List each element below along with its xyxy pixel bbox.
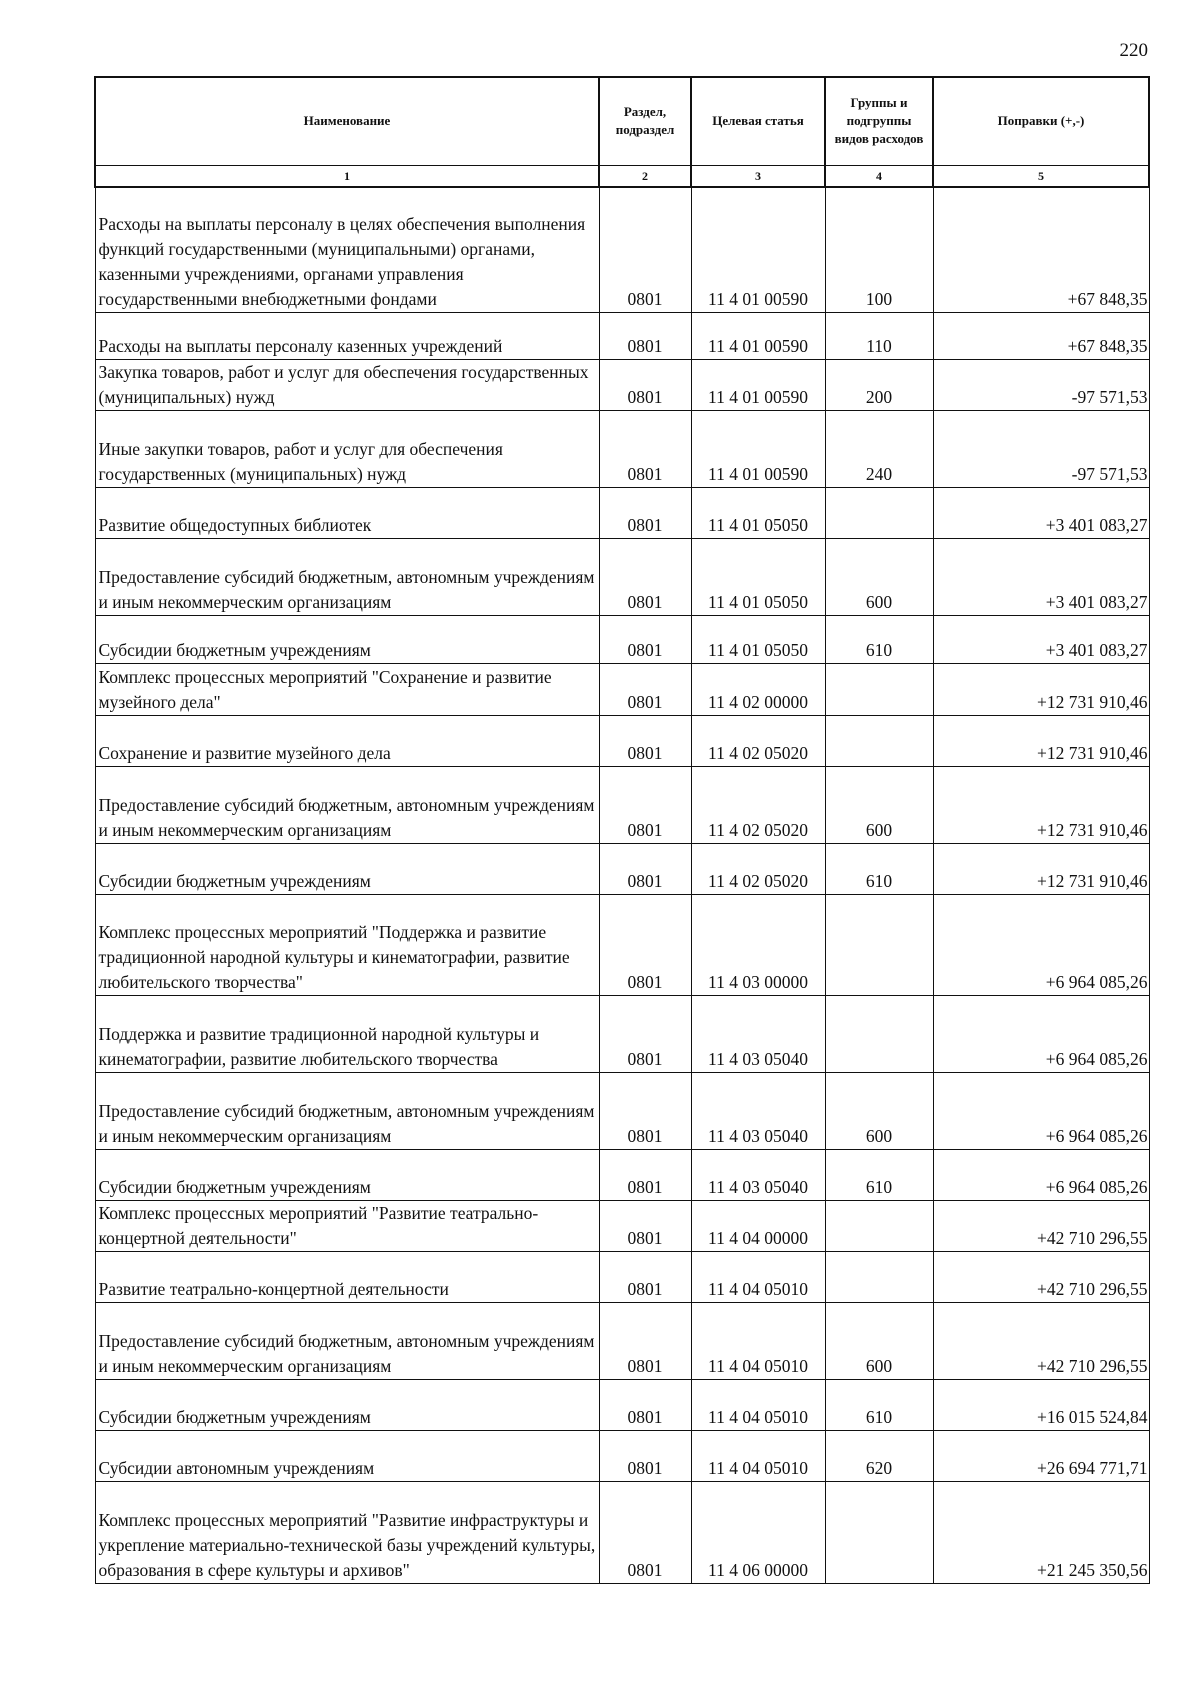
row-amount: +6 964 085,26 <box>933 995 1149 1072</box>
header-group: Группы и подгруппы видов расходов <box>825 77 933 165</box>
row-article: 11 4 04 05010 <box>691 1379 825 1430</box>
row-section: 0801 <box>599 359 691 410</box>
row-group: 600 <box>825 766 933 843</box>
row-section: 0801 <box>599 766 691 843</box>
table-row <box>95 1379 1149 1430</box>
row-group: 600 <box>825 1302 933 1379</box>
row-group: 610 <box>825 1149 933 1200</box>
row-group: 600 <box>825 1072 933 1149</box>
row-section: 0801 <box>599 1072 691 1149</box>
row-article: 11 4 04 05010 <box>691 1251 825 1302</box>
row-article: 11 4 01 05050 <box>691 615 825 663</box>
header-name: Наименование <box>95 77 599 165</box>
row-article: 11 4 03 05040 <box>691 1072 825 1149</box>
row-article: 11 4 01 00590 <box>691 312 825 359</box>
row-section: 0801 <box>599 1379 691 1430</box>
row-group: 200 <box>825 359 933 410</box>
row-section: 0801 <box>599 894 691 995</box>
table-row <box>95 1251 1149 1302</box>
row-name: Иные закупки товаров, работ и услуг для обеспечения государственных (муниципальных) нужд <box>95 410 599 487</box>
row-article: 11 4 02 00000 <box>691 663 825 715</box>
table-row <box>95 1481 1149 1583</box>
row-article: 11 4 01 00590 <box>691 410 825 487</box>
row-group <box>825 995 933 1072</box>
table-row <box>95 410 1149 487</box>
row-section: 0801 <box>599 615 691 663</box>
row-section: 0801 <box>599 1481 691 1583</box>
row-group <box>825 487 933 538</box>
row-amount: +16 015 524,84 <box>933 1379 1149 1430</box>
column-number: 2 <box>599 165 691 187</box>
table-row <box>95 187 1149 312</box>
column-number: 4 <box>825 165 933 187</box>
row-amount: +12 731 910,46 <box>933 715 1149 766</box>
row-article: 11 4 06 00000 <box>691 1481 825 1583</box>
row-article: 11 4 03 05040 <box>691 1149 825 1200</box>
row-group: 100 <box>825 187 933 312</box>
row-name: Субсидии бюджетным учреждениям <box>95 615 599 663</box>
row-amount: +21 245 350,56 <box>933 1481 1149 1583</box>
row-section: 0801 <box>599 663 691 715</box>
row-amount: +6 964 085,26 <box>933 1072 1149 1149</box>
table-row <box>95 1302 1149 1379</box>
table-row <box>95 663 1149 715</box>
row-group: 610 <box>825 843 933 894</box>
row-name: Субсидии бюджетным учреждениям <box>95 1379 599 1430</box>
row-name: Развитие общедоступных библиотек <box>95 487 599 538</box>
table-row <box>95 615 1149 663</box>
row-name: Субсидии бюджетным учреждениям <box>95 1149 599 1200</box>
row-group: 620 <box>825 1430 933 1481</box>
row-section: 0801 <box>599 1302 691 1379</box>
row-section: 0801 <box>599 1430 691 1481</box>
row-amount: +12 731 910,46 <box>933 843 1149 894</box>
budget-table <box>94 76 1150 1584</box>
header-amount: Поправки (+,-) <box>933 77 1149 165</box>
row-name: Субсидии автономным учреждениям <box>95 1430 599 1481</box>
row-group <box>825 894 933 995</box>
table-row <box>95 894 1149 995</box>
row-section: 0801 <box>599 843 691 894</box>
header-section: Раздел, подраздел <box>599 77 691 165</box>
row-amount: +6 964 085,26 <box>933 894 1149 995</box>
row-name: Субсидии бюджетным учреждениям <box>95 843 599 894</box>
row-name: Комплекс процессных мероприятий "Развитие инфраструктуры и укрепление материально-технической базы учреждений культуры, образования в сфере культуры и архивов" <box>95 1481 599 1583</box>
row-group <box>825 663 933 715</box>
table-header <box>95 77 1149 187</box>
table-row <box>95 312 1149 359</box>
row-amount: +42 710 296,55 <box>933 1251 1149 1302</box>
row-amount: +3 401 083,27 <box>933 615 1149 663</box>
table-row <box>95 995 1149 1072</box>
row-group: 610 <box>825 1379 933 1430</box>
row-article: 11 4 02 05020 <box>691 766 825 843</box>
table-row <box>95 359 1149 410</box>
row-article: 11 4 03 00000 <box>691 894 825 995</box>
row-amount: +42 710 296,55 <box>933 1302 1149 1379</box>
row-name: Предоставление субсидий бюджетным, автономным учреждениям и иным некоммерческим организациям <box>95 538 599 615</box>
row-article: 11 4 01 05050 <box>691 487 825 538</box>
row-group: 240 <box>825 410 933 487</box>
row-section: 0801 <box>599 995 691 1072</box>
row-name: Сохранение и развитие музейного дела <box>95 715 599 766</box>
table-row <box>95 715 1149 766</box>
row-section: 0801 <box>599 187 691 312</box>
row-amount: +3 401 083,27 <box>933 487 1149 538</box>
row-section: 0801 <box>599 538 691 615</box>
row-name: Расходы на выплаты персоналу в целях обеспечения выполнения функций государственными (муниципальными) органами, казенными учреждениями, органами управления государственными внебюджетными фондами <box>95 187 599 312</box>
row-article: 11 4 04 05010 <box>691 1302 825 1379</box>
row-amount: -97 571,53 <box>933 410 1149 487</box>
table-row <box>95 766 1149 843</box>
table-row <box>95 538 1149 615</box>
row-group <box>825 1481 933 1583</box>
table-body <box>95 187 1149 1583</box>
row-amount: +67 848,35 <box>933 312 1149 359</box>
row-name: Комплекс процессных мероприятий "Развитие театрально-концертной деятельности" <box>95 1200 599 1251</box>
row-section: 0801 <box>599 1200 691 1251</box>
row-group: 610 <box>825 615 933 663</box>
row-amount: +3 401 083,27 <box>933 538 1149 615</box>
row-article: 11 4 04 00000 <box>691 1200 825 1251</box>
table-row <box>95 1430 1149 1481</box>
row-amount: +26 694 771,71 <box>933 1430 1149 1481</box>
row-article: 11 4 01 00590 <box>691 359 825 410</box>
row-group: 110 <box>825 312 933 359</box>
row-name: Закупка товаров, работ и услуг для обеспечения государственных (муниципальных) нужд <box>95 359 599 410</box>
table-row <box>95 1072 1149 1149</box>
row-section: 0801 <box>599 410 691 487</box>
row-article: 11 4 01 00590 <box>691 187 825 312</box>
row-article: 11 4 02 05020 <box>691 715 825 766</box>
table-row <box>95 487 1149 538</box>
column-number: 3 <box>691 165 825 187</box>
row-article: 11 4 04 05010 <box>691 1430 825 1481</box>
row-section: 0801 <box>599 312 691 359</box>
row-article: 11 4 01 05050 <box>691 538 825 615</box>
row-amount: +67 848,35 <box>933 187 1149 312</box>
row-amount: +6 964 085,26 <box>933 1149 1149 1200</box>
row-section: 0801 <box>599 487 691 538</box>
row-group <box>825 715 933 766</box>
column-number: 5 <box>933 165 1149 187</box>
row-name: Расходы на выплаты персоналу казенных учреждений <box>95 312 599 359</box>
row-name: Предоставление субсидий бюджетным, автономным учреждениям и иным некоммерческим организациям <box>95 1302 599 1379</box>
table-row <box>95 1200 1149 1251</box>
row-group <box>825 1251 933 1302</box>
row-name: Комплекс процессных мероприятий "Сохранение и развитие музейного дела" <box>95 663 599 715</box>
row-article: 11 4 03 05040 <box>691 995 825 1072</box>
row-name: Предоставление субсидий бюджетным, автономным учреждениям и иным некоммерческим организациям <box>95 766 599 843</box>
row-name: Развитие театрально-концертной деятельности <box>95 1251 599 1302</box>
table-row <box>95 1149 1149 1200</box>
row-section: 0801 <box>599 1149 691 1200</box>
row-name: Предоставление субсидий бюджетным, автономным учреждениям и иным некоммерческим организациям <box>95 1072 599 1149</box>
row-name: Комплекс процессных мероприятий "Поддержка и развитие традиционной народной культуры и кинематографии, развитие любительского творчества" <box>95 894 599 995</box>
row-section: 0801 <box>599 715 691 766</box>
row-amount: -97 571,53 <box>933 359 1149 410</box>
row-section: 0801 <box>599 1251 691 1302</box>
row-amount: +12 731 910,46 <box>933 663 1149 715</box>
row-amount: +12 731 910,46 <box>933 766 1149 843</box>
row-amount: +42 710 296,55 <box>933 1200 1149 1251</box>
row-group <box>825 1200 933 1251</box>
column-number: 1 <box>95 165 599 187</box>
row-name: Поддержка и развитие традиционной народной культуры и кинематографии, развитие любительского творчества <box>95 995 599 1072</box>
row-article: 11 4 02 05020 <box>691 843 825 894</box>
page-number: 220 <box>1119 40 1148 61</box>
row-group: 600 <box>825 538 933 615</box>
header-article: Целевая статья <box>691 77 825 165</box>
table-row <box>95 843 1149 894</box>
